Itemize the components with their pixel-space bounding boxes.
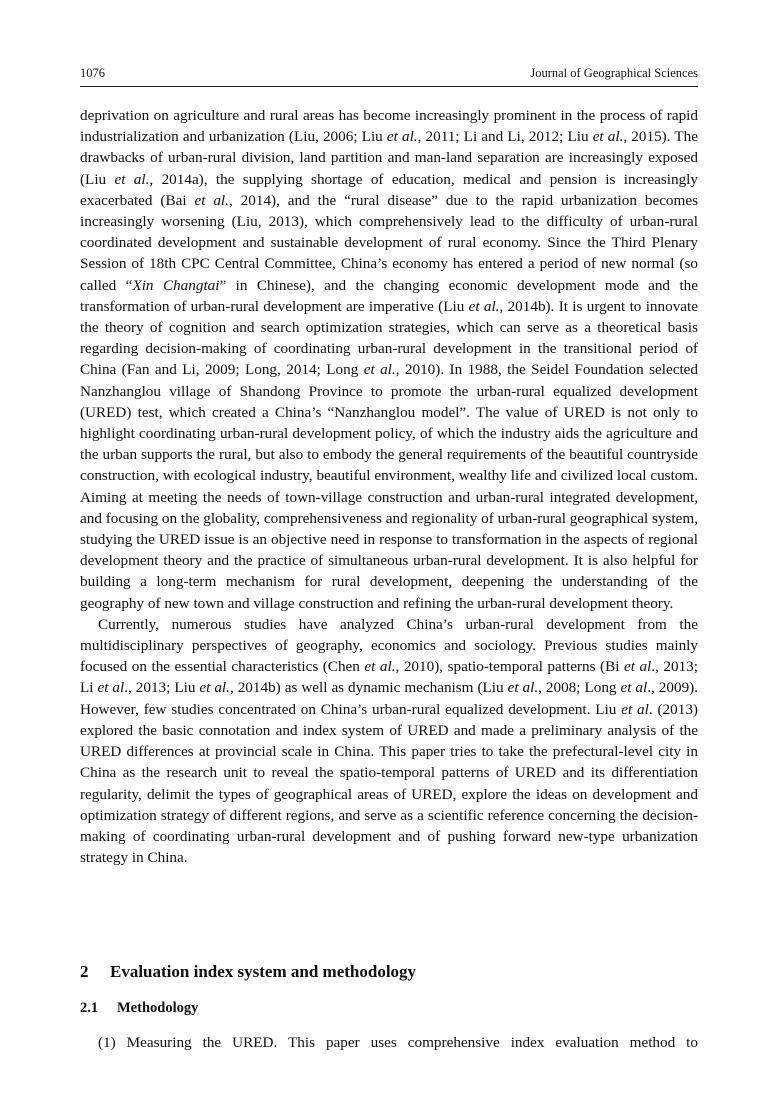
page-number: 1076 bbox=[80, 66, 105, 80]
section-heading bbox=[80, 962, 698, 982]
running-header bbox=[80, 64, 698, 87]
italic-citation-text: et al. bbox=[199, 679, 230, 697]
italic-citation-text: et al. bbox=[386, 128, 418, 146]
italic-citation-text: et al bbox=[97, 679, 125, 697]
paragraph-1: deprivation on agriculture and rural areas has become increasingly prominent in the process of rapid industrialization and urbanization (Liu, 2006; Liu et al., 2011; Li and Li, 2012; Liu et al., 2015). The drawbacks of urban-rural division, land partition and man-land separation are increasingly exposed (Liu et al., 2014a), the supplying shortage of education, medical and pension is increasingly exacerbated (Bai et al., 2014), and the “rural disease” due to the rapid urbanization becomes increasingly worsening (Liu, 2013), which comprehensively lead to the difficulty of urban-rural coordinated development and sustainable development of rural economy. Since the Third Plenary Session of 18th CPC Central Committee, China’s economy has entered a period of new normal (so called “Xin Changtai” in Chinese), and the changing economic development mode and the transformation of urban-rural development are imperative (Liu et al., 2014b). It is urgent to innovate the theory of cognition and search optimization strategies, which can serve as a theoretical basis regarding decision-making of coordinating urban-rural development in the transitional period of China (Fan and Li, 2009; Long, 2014; Long et al., 2010). In 1988, the Seidel Foundation selected Nanzhanglou village of Shandong Province to promote the urban-rural equalized development (URED) test, which created a China’s “Nanzhanglou model”. The value of URED is not only to highlight coordinating urban-rural development policy, of which the industry aids the agriculture and the urban supports the rural, but also to embody the general requirements of the beautiful countryside construction, with ecological industry, beautiful environment, wealthy life and civilized local custom. Aiming at meeting the needs of town-village construction and urban-rural integrated development, and focusing on the globality, comprehensiveness and regionality of urban-rural geographical system, studying the URED issue is an objective need in response to transformation in the aspects of regional development theory and the practice of simultaneous urban-rural development. It is also helpful for building a long-term mechanism for rural development, deepening the understanding of the geography of new town and village construction and refining the urban-rural development theory. bbox=[80, 107, 698, 612]
subsection-title: Methodology bbox=[117, 1000, 199, 1016]
main-text bbox=[80, 105, 698, 868]
section-number: 2 bbox=[80, 962, 89, 981]
italic-citation-text: Xin Changtai bbox=[132, 276, 220, 294]
italic-citation-text: et al. bbox=[592, 128, 624, 146]
paragraph-3: (1) Measuring the URED. This paper uses comprehensive index evaluation method to bbox=[98, 1034, 698, 1051]
italic-citation-text: et al. bbox=[364, 658, 396, 676]
section-title: Evaluation index system and methodology bbox=[110, 962, 417, 981]
paragraph-2: Currently, numerous studies have analyzed China’s urban-rural development from the multidisciplinary perspectives of geography, economics and sociology. Previous studies mainly focused on the essential characteristics (Chen et al., 2010), spatio-temporal patterns (Bi et al., 2013; Li et al., 2013; Liu et al., 2014b) as well as dynamic mechanism (Liu et al., 2008; Long et al., 2009). However, few studies concentrated on China’s urban-rural equalized development. Liu et al. (2013) explored the basic connotation and index system of URED and made a preliminary analysis of the URED differences at provincial scale in China. This paper tries to take the prefectural-level city in China as the research unit to reveal the spatio-temporal patterns of URED and its differentiation regularity, delimit the types of geographical areas of URED, explore the ideas on development and optimization strategy of different regions, and serve as a scientific reference concerning the decision-making of coordinating urban-rural development and of pushing forward new-type urbanization strategy in China. bbox=[80, 615, 699, 867]
subsection-heading bbox=[80, 1000, 698, 1017]
italic-citation-text: et al bbox=[620, 679, 648, 697]
italic-citation-text: et al. bbox=[363, 361, 396, 379]
italic-citation-text: et al bbox=[623, 658, 652, 676]
italic-citation-text: et al. bbox=[194, 191, 229, 209]
italic-citation-text: et al. bbox=[468, 297, 500, 315]
italic-citation-text: et al. bbox=[114, 170, 150, 188]
journal-title: Journal of Geographical Sciences bbox=[530, 66, 698, 80]
subsection-number: 2.1 bbox=[80, 1000, 99, 1016]
italic-citation-text: et al bbox=[621, 700, 649, 718]
italic-citation-text: et al. bbox=[507, 679, 539, 697]
